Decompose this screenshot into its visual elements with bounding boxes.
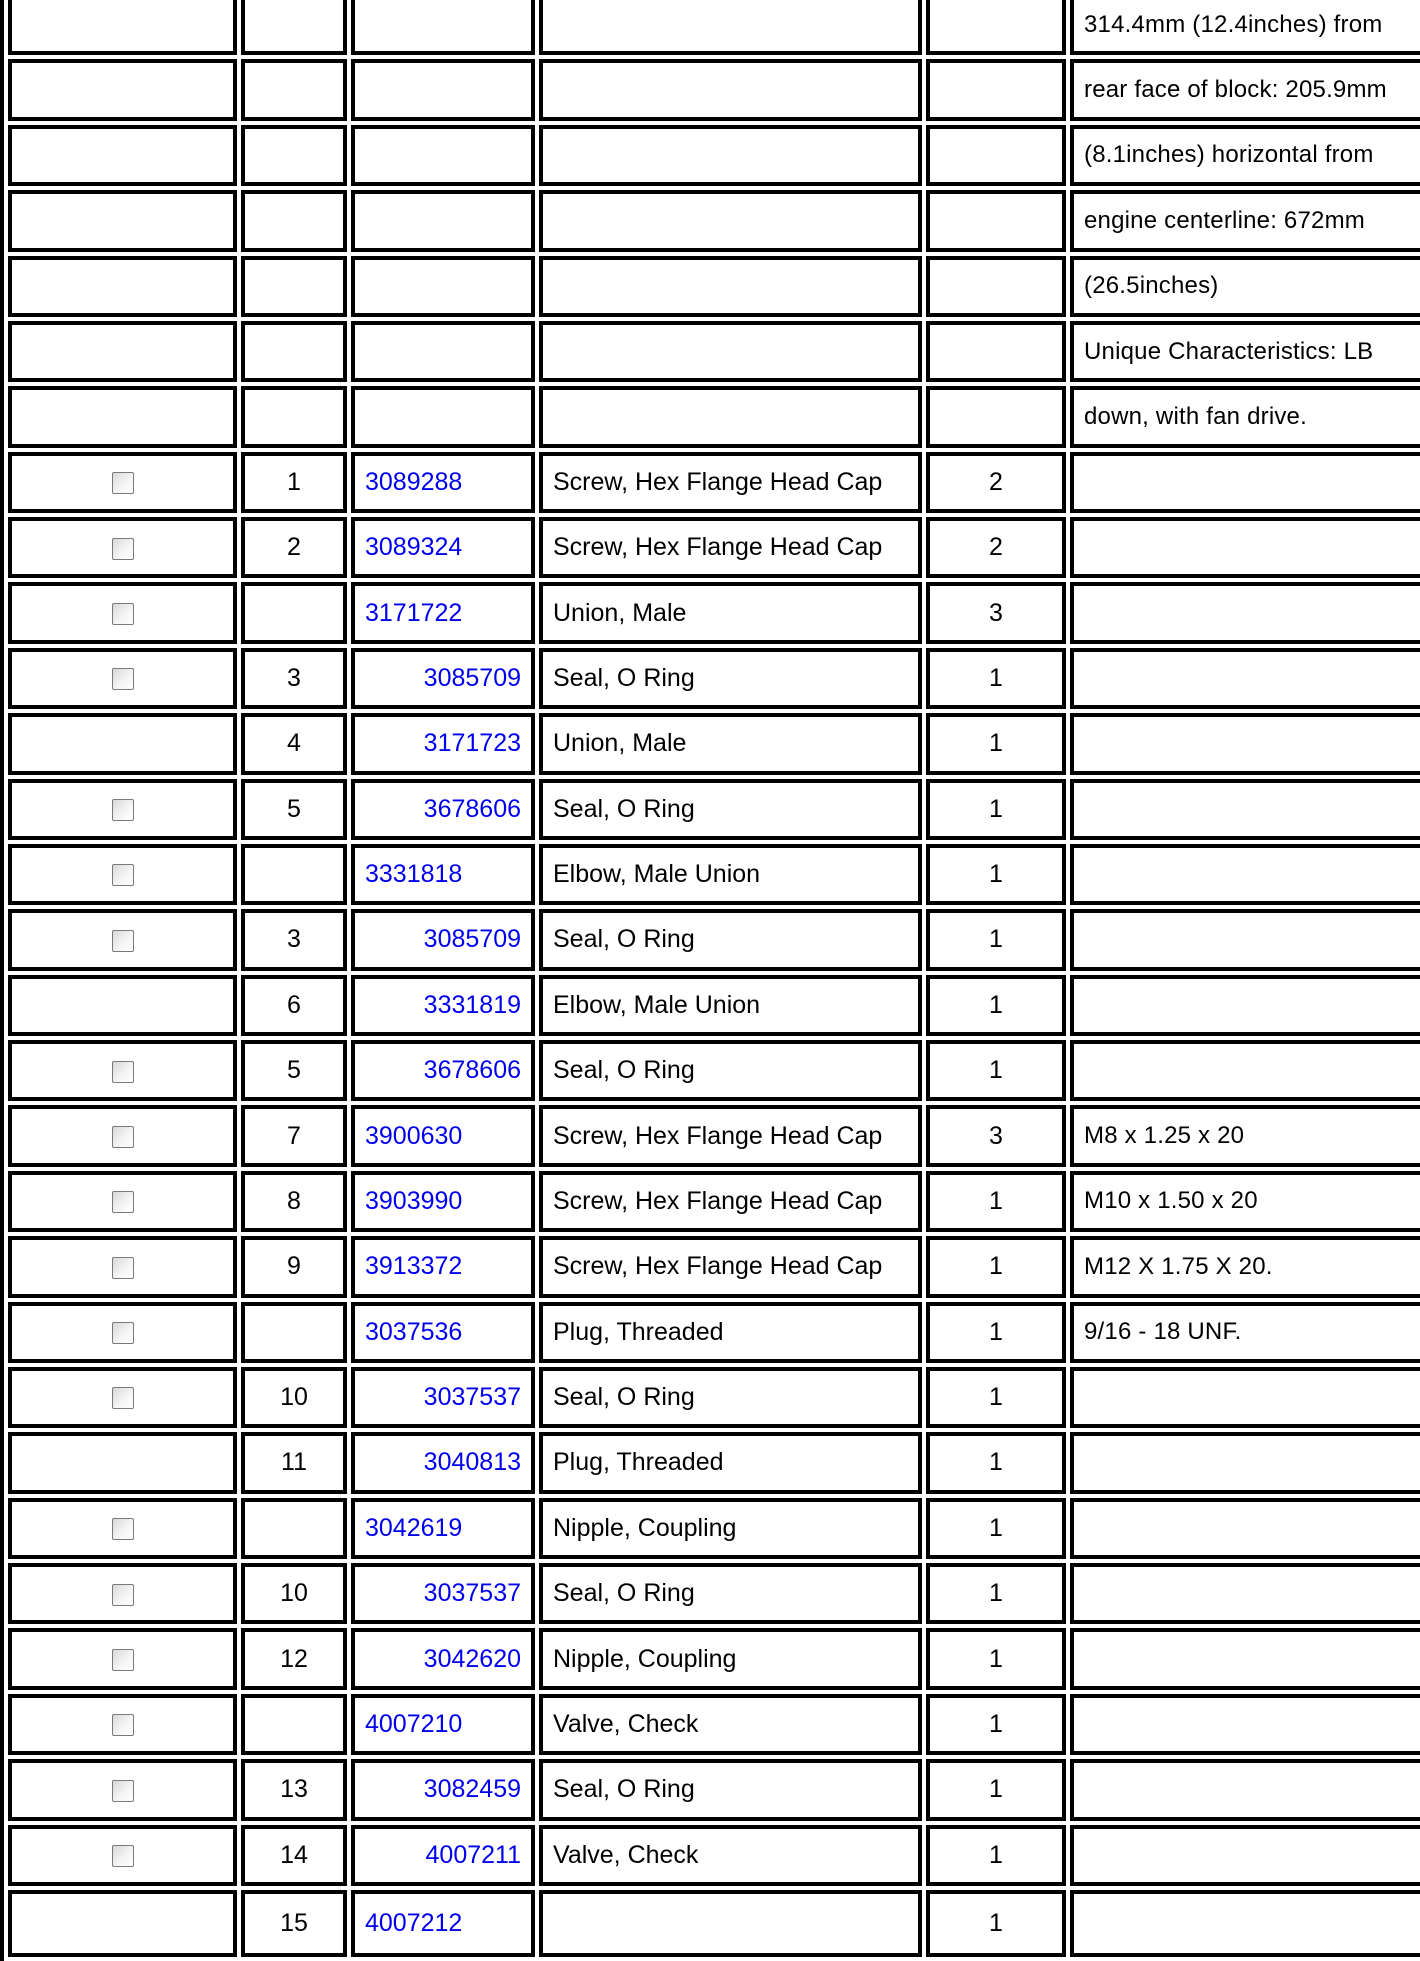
select-part-checkbox[interactable] bbox=[112, 864, 134, 886]
notes-cell bbox=[1070, 1890, 1420, 1957]
quantity-cell: 1 bbox=[926, 1432, 1066, 1493]
select-cell bbox=[8, 125, 237, 186]
select-cell bbox=[8, 1563, 237, 1624]
part-number-cell bbox=[351, 517, 535, 578]
part-number-link[interactable]: 3903990 bbox=[365, 1186, 463, 1215]
part-number-cell bbox=[351, 648, 535, 709]
ref-number-cell: 15 bbox=[241, 1890, 347, 1957]
ref-number-cell bbox=[241, 256, 347, 317]
part-number-cell bbox=[351, 452, 535, 513]
part-number-link[interactable]: 3678606 bbox=[423, 794, 521, 823]
part-number-cell bbox=[351, 1825, 535, 1886]
part-number-link[interactable]: 3042620 bbox=[423, 1644, 521, 1673]
select-part-checkbox[interactable] bbox=[112, 1126, 134, 1148]
notes-cell bbox=[1070, 909, 1420, 970]
part-number-cell bbox=[351, 582, 535, 643]
notes-cell: Unique Characteristics: LB bbox=[1070, 321, 1420, 382]
part-number-cell bbox=[351, 125, 535, 186]
part-description-cell bbox=[539, 0, 922, 55]
select-cell bbox=[8, 386, 237, 447]
part-description-cell bbox=[539, 125, 922, 186]
quantity-cell bbox=[926, 256, 1066, 317]
ref-number-cell: 3 bbox=[241, 648, 347, 709]
table-row bbox=[8, 1563, 1420, 1624]
notes-cell: (8.1inches) horizontal from bbox=[1070, 125, 1420, 186]
quantity-cell: 1 bbox=[926, 1498, 1066, 1559]
part-description-cell: Screw, Hex Flange Head Cap bbox=[539, 452, 922, 513]
select-cell bbox=[8, 1628, 237, 1689]
quantity-cell: 1 bbox=[926, 1171, 1066, 1232]
part-number-cell bbox=[351, 386, 535, 447]
select-cell bbox=[8, 1302, 237, 1363]
select-part-checkbox[interactable] bbox=[112, 1518, 134, 1540]
table-row bbox=[8, 1825, 1420, 1886]
notes-cell bbox=[1070, 1498, 1420, 1559]
ref-number-cell bbox=[241, 1694, 347, 1755]
part-number-link[interactable]: 3037536 bbox=[365, 1317, 463, 1346]
select-cell bbox=[8, 59, 237, 120]
part-number-cell bbox=[351, 190, 535, 251]
notes-cell: 314.4mm (12.4inches) from bbox=[1070, 0, 1420, 55]
notes-cell bbox=[1070, 779, 1420, 840]
table-row bbox=[8, 779, 1420, 840]
select-cell bbox=[8, 1040, 237, 1101]
quantity-cell: 1 bbox=[926, 648, 1066, 709]
quantity-cell: 1 bbox=[926, 1759, 1066, 1820]
part-number-cell bbox=[351, 779, 535, 840]
ref-number-cell: 8 bbox=[241, 1171, 347, 1232]
part-description-cell: Elbow, Male Union bbox=[539, 975, 922, 1036]
select-part-checkbox[interactable] bbox=[112, 472, 134, 494]
table-row bbox=[8, 975, 1420, 1036]
quantity-cell: 1 bbox=[926, 844, 1066, 905]
table-row bbox=[8, 1694, 1420, 1755]
part-number-link[interactable]: 3678606 bbox=[423, 1056, 521, 1085]
part-description-cell: Screw, Hex Flange Head Cap bbox=[539, 517, 922, 578]
quantity-cell: 1 bbox=[926, 713, 1066, 774]
quantity-cell: 1 bbox=[926, 779, 1066, 840]
select-part-checkbox[interactable] bbox=[112, 1257, 134, 1279]
part-number-link[interactable]: 3171723 bbox=[423, 729, 521, 758]
quantity-cell: 3 bbox=[926, 1105, 1066, 1166]
ref-number-cell bbox=[241, 125, 347, 186]
part-number-link[interactable]: 4007210 bbox=[365, 1709, 463, 1738]
select-cell bbox=[8, 1171, 237, 1232]
part-description-cell: Seal, O Ring bbox=[539, 909, 922, 970]
select-part-checkbox[interactable] bbox=[112, 1714, 134, 1736]
notes-cell bbox=[1070, 517, 1420, 578]
notes-cell: 9/16 - 18 UNF. bbox=[1070, 1302, 1420, 1363]
quantity-cell: 1 bbox=[926, 1694, 1066, 1755]
select-cell bbox=[8, 779, 237, 840]
part-description-cell bbox=[539, 256, 922, 317]
part-description-cell bbox=[539, 386, 922, 447]
table-row bbox=[8, 1432, 1420, 1493]
table-row bbox=[8, 648, 1420, 709]
select-cell bbox=[8, 1105, 237, 1166]
part-description-cell: Seal, O Ring bbox=[539, 1040, 922, 1101]
ref-number-cell: 2 bbox=[241, 517, 347, 578]
part-number-link[interactable]: 3037537 bbox=[423, 1579, 521, 1608]
ref-number-cell: 7 bbox=[241, 1105, 347, 1166]
quantity-cell: 1 bbox=[926, 1040, 1066, 1101]
ref-number-cell: 12 bbox=[241, 1628, 347, 1689]
ref-number-cell: 11 bbox=[241, 1432, 347, 1493]
ref-number-cell: 10 bbox=[241, 1563, 347, 1624]
notes-cell: (26.5inches) bbox=[1070, 256, 1420, 317]
ref-number-cell: 9 bbox=[241, 1236, 347, 1297]
table-row bbox=[8, 844, 1420, 905]
ref-number-cell: 10 bbox=[241, 1367, 347, 1428]
part-description-cell: Plug, Threaded bbox=[539, 1302, 922, 1363]
quantity-cell: 1 bbox=[926, 1628, 1066, 1689]
part-number-cell bbox=[351, 1367, 535, 1428]
notes-cell bbox=[1070, 582, 1420, 643]
select-cell bbox=[8, 909, 237, 970]
notes-cell: engine centerline: 672mm bbox=[1070, 190, 1420, 251]
part-number-cell bbox=[351, 909, 535, 970]
part-number-cell bbox=[351, 975, 535, 1036]
table-row bbox=[8, 1759, 1420, 1820]
parts-table-body bbox=[8, 0, 1420, 1957]
part-description-cell: Plug, Threaded bbox=[539, 1432, 922, 1493]
part-number-link[interactable]: 3085709 bbox=[423, 925, 521, 954]
ref-number-cell: 13 bbox=[241, 1759, 347, 1820]
part-number-link[interactable]: 3037537 bbox=[423, 1383, 521, 1412]
part-number-link[interactable]: 3089288 bbox=[365, 467, 463, 496]
table-row bbox=[8, 1236, 1420, 1297]
table-row bbox=[8, 1367, 1420, 1428]
ref-number-cell bbox=[241, 190, 347, 251]
quantity-cell: 1 bbox=[926, 909, 1066, 970]
part-number-cell bbox=[351, 321, 535, 382]
select-part-checkbox[interactable] bbox=[112, 538, 134, 560]
select-cell bbox=[8, 1498, 237, 1559]
part-description-cell: Seal, O Ring bbox=[539, 779, 922, 840]
select-cell bbox=[8, 1694, 237, 1755]
quantity-cell bbox=[926, 0, 1066, 55]
select-cell bbox=[8, 582, 237, 643]
table-row bbox=[8, 1040, 1420, 1101]
part-number-cell bbox=[351, 59, 535, 120]
quantity-cell: 1 bbox=[926, 1302, 1066, 1363]
ref-number-cell: 5 bbox=[241, 779, 347, 840]
ref-number-cell bbox=[241, 59, 347, 120]
table-row bbox=[8, 909, 1420, 970]
quantity-cell bbox=[926, 321, 1066, 382]
part-number-link[interactable]: 3900630 bbox=[365, 1121, 463, 1150]
part-number-cell bbox=[351, 0, 535, 55]
quantity-cell bbox=[926, 386, 1066, 447]
select-cell bbox=[8, 1432, 237, 1493]
select-part-checkbox[interactable] bbox=[112, 1584, 134, 1606]
table-row bbox=[8, 1105, 1420, 1166]
notes-cell bbox=[1070, 1825, 1420, 1886]
select-part-checkbox[interactable] bbox=[112, 930, 134, 952]
select-cell bbox=[8, 975, 237, 1036]
table-row bbox=[8, 1302, 1420, 1363]
part-number-cell bbox=[351, 256, 535, 317]
select-cell bbox=[8, 1367, 237, 1428]
select-part-checkbox[interactable] bbox=[112, 1845, 134, 1867]
ref-number-cell: 6 bbox=[241, 975, 347, 1036]
ref-number-cell: 3 bbox=[241, 909, 347, 970]
select-cell bbox=[8, 1236, 237, 1297]
notes-cell bbox=[1070, 1432, 1420, 1493]
part-number-link[interactable]: 3171722 bbox=[365, 598, 463, 627]
notes-cell bbox=[1070, 975, 1420, 1036]
ref-number-cell: 1 bbox=[241, 452, 347, 513]
select-part-checkbox[interactable] bbox=[112, 1322, 134, 1344]
part-description-cell bbox=[539, 1890, 922, 1957]
part-description-cell: Union, Male bbox=[539, 582, 922, 643]
quantity-cell: 1 bbox=[926, 1236, 1066, 1297]
ref-number-cell: 14 bbox=[241, 1825, 347, 1886]
part-description-cell: Screw, Hex Flange Head Cap bbox=[539, 1171, 922, 1232]
part-number-cell bbox=[351, 1236, 535, 1297]
part-number-link[interactable]: 3082459 bbox=[423, 1775, 521, 1804]
quantity-cell bbox=[926, 125, 1066, 186]
table-row bbox=[8, 1498, 1420, 1559]
notes-cell: rear face of block: 205.9mm bbox=[1070, 59, 1420, 120]
part-description-cell: Nipple, Coupling bbox=[539, 1498, 922, 1559]
select-cell bbox=[8, 452, 237, 513]
select-part-checkbox[interactable] bbox=[112, 1191, 134, 1213]
part-number-cell bbox=[351, 1628, 535, 1689]
select-cell bbox=[8, 1759, 237, 1820]
table-row bbox=[8, 125, 1420, 186]
part-number-link[interactable]: 4007212 bbox=[365, 1908, 463, 1937]
select-cell bbox=[8, 713, 237, 774]
select-part-checkbox[interactable] bbox=[112, 668, 134, 690]
table-row bbox=[8, 1890, 1420, 1957]
table-row bbox=[8, 1171, 1420, 1232]
part-description-cell bbox=[539, 321, 922, 382]
notes-cell: M8 x 1.25 x 20 bbox=[1070, 1105, 1420, 1166]
part-number-cell bbox=[351, 1040, 535, 1101]
part-description-cell bbox=[539, 190, 922, 251]
part-number-cell bbox=[351, 1302, 535, 1363]
table-row bbox=[8, 517, 1420, 578]
part-description-cell: Valve, Check bbox=[539, 1825, 922, 1886]
select-cell bbox=[8, 1890, 237, 1957]
part-number-cell bbox=[351, 1171, 535, 1232]
notes-cell bbox=[1070, 452, 1420, 513]
notes-cell bbox=[1070, 1759, 1420, 1820]
select-part-checkbox[interactable] bbox=[112, 603, 134, 625]
table-row bbox=[8, 582, 1420, 643]
part-description-cell: Seal, O Ring bbox=[539, 648, 922, 709]
quantity-cell: 1 bbox=[926, 1563, 1066, 1624]
part-description-cell: Seal, O Ring bbox=[539, 1563, 922, 1624]
part-description-cell: Valve, Check bbox=[539, 1694, 922, 1755]
part-description-cell bbox=[539, 59, 922, 120]
part-number-link[interactable]: 3089324 bbox=[365, 533, 463, 562]
part-description-cell: Union, Male bbox=[539, 713, 922, 774]
select-cell bbox=[8, 0, 237, 55]
select-cell bbox=[8, 321, 237, 382]
select-part-checkbox[interactable] bbox=[112, 1387, 134, 1409]
ref-number-cell bbox=[241, 1302, 347, 1363]
table-row bbox=[8, 1628, 1420, 1689]
ref-number-cell bbox=[241, 321, 347, 382]
ref-number-cell bbox=[241, 844, 347, 905]
notes-cell: M10 x 1.50 x 20 bbox=[1070, 1171, 1420, 1232]
select-cell bbox=[8, 256, 237, 317]
table-row bbox=[8, 452, 1420, 513]
quantity-cell: 2 bbox=[926, 517, 1066, 578]
part-number-link[interactable]: 3042619 bbox=[365, 1513, 463, 1542]
quantity-cell: 1 bbox=[926, 1890, 1066, 1957]
table-row bbox=[8, 59, 1420, 120]
select-cell bbox=[8, 190, 237, 251]
quantity-cell: 1 bbox=[926, 975, 1066, 1036]
notes-cell bbox=[1070, 648, 1420, 709]
part-number-cell bbox=[351, 1498, 535, 1559]
select-cell bbox=[8, 648, 237, 709]
select-part-checkbox[interactable] bbox=[112, 1061, 134, 1083]
table-row bbox=[8, 190, 1420, 251]
notes-cell bbox=[1070, 713, 1420, 774]
quantity-cell bbox=[926, 59, 1066, 120]
notes-cell bbox=[1070, 844, 1420, 905]
part-number-link[interactable]: 4007211 bbox=[425, 1840, 521, 1869]
part-number-cell bbox=[351, 1432, 535, 1493]
part-number-cell bbox=[351, 1890, 535, 1957]
notes-cell: down, with fan drive. bbox=[1070, 386, 1420, 447]
part-description-cell: Seal, O Ring bbox=[539, 1759, 922, 1820]
table-row bbox=[8, 0, 1420, 55]
notes-cell bbox=[1070, 1563, 1420, 1624]
ref-number-cell bbox=[241, 582, 347, 643]
notes-cell bbox=[1070, 1040, 1420, 1101]
part-description-cell: Screw, Hex Flange Head Cap bbox=[539, 1105, 922, 1166]
part-number-link[interactable]: 3331819 bbox=[423, 990, 521, 1019]
part-description-cell: Elbow, Male Union bbox=[539, 844, 922, 905]
part-number-cell bbox=[351, 1759, 535, 1820]
table-row bbox=[8, 321, 1420, 382]
ref-number-cell bbox=[241, 1498, 347, 1559]
part-description-cell: Nipple, Coupling bbox=[539, 1628, 922, 1689]
part-number-link[interactable]: 3085709 bbox=[423, 663, 521, 692]
table-row bbox=[8, 713, 1420, 774]
select-cell bbox=[8, 517, 237, 578]
select-part-checkbox[interactable] bbox=[112, 1649, 134, 1671]
table-row bbox=[8, 256, 1420, 317]
ref-number-cell: 5 bbox=[241, 1040, 347, 1101]
part-description-cell: Screw, Hex Flange Head Cap bbox=[539, 1236, 922, 1297]
notes-cell bbox=[1070, 1367, 1420, 1428]
quantity-cell bbox=[926, 190, 1066, 251]
select-cell bbox=[8, 844, 237, 905]
part-description-cell: Seal, O Ring bbox=[539, 1367, 922, 1428]
quantity-cell: 1 bbox=[926, 1367, 1066, 1428]
notes-cell bbox=[1070, 1628, 1420, 1689]
ref-number-cell: 4 bbox=[241, 713, 347, 774]
part-number-cell bbox=[351, 713, 535, 774]
notes-cell bbox=[1070, 1694, 1420, 1755]
quantity-cell: 2 bbox=[926, 452, 1066, 513]
quantity-cell: 1 bbox=[926, 1825, 1066, 1886]
select-part-checkbox[interactable] bbox=[112, 799, 134, 821]
select-cell bbox=[8, 1825, 237, 1886]
table-row bbox=[8, 386, 1420, 447]
ref-number-cell bbox=[241, 0, 347, 55]
part-number-cell bbox=[351, 1105, 535, 1166]
part-number-link[interactable]: 3913372 bbox=[365, 1252, 463, 1281]
select-part-checkbox[interactable] bbox=[112, 1780, 134, 1802]
quantity-cell: 3 bbox=[926, 582, 1066, 643]
ref-number-cell bbox=[241, 386, 347, 447]
notes-cell: M12 X 1.75 X 20. bbox=[1070, 1236, 1420, 1297]
part-number-cell bbox=[351, 844, 535, 905]
part-number-cell bbox=[351, 1563, 535, 1624]
part-number-link[interactable]: 3331818 bbox=[365, 860, 463, 889]
part-number-link[interactable]: 3040813 bbox=[423, 1448, 521, 1477]
part-number-cell bbox=[351, 1694, 535, 1755]
